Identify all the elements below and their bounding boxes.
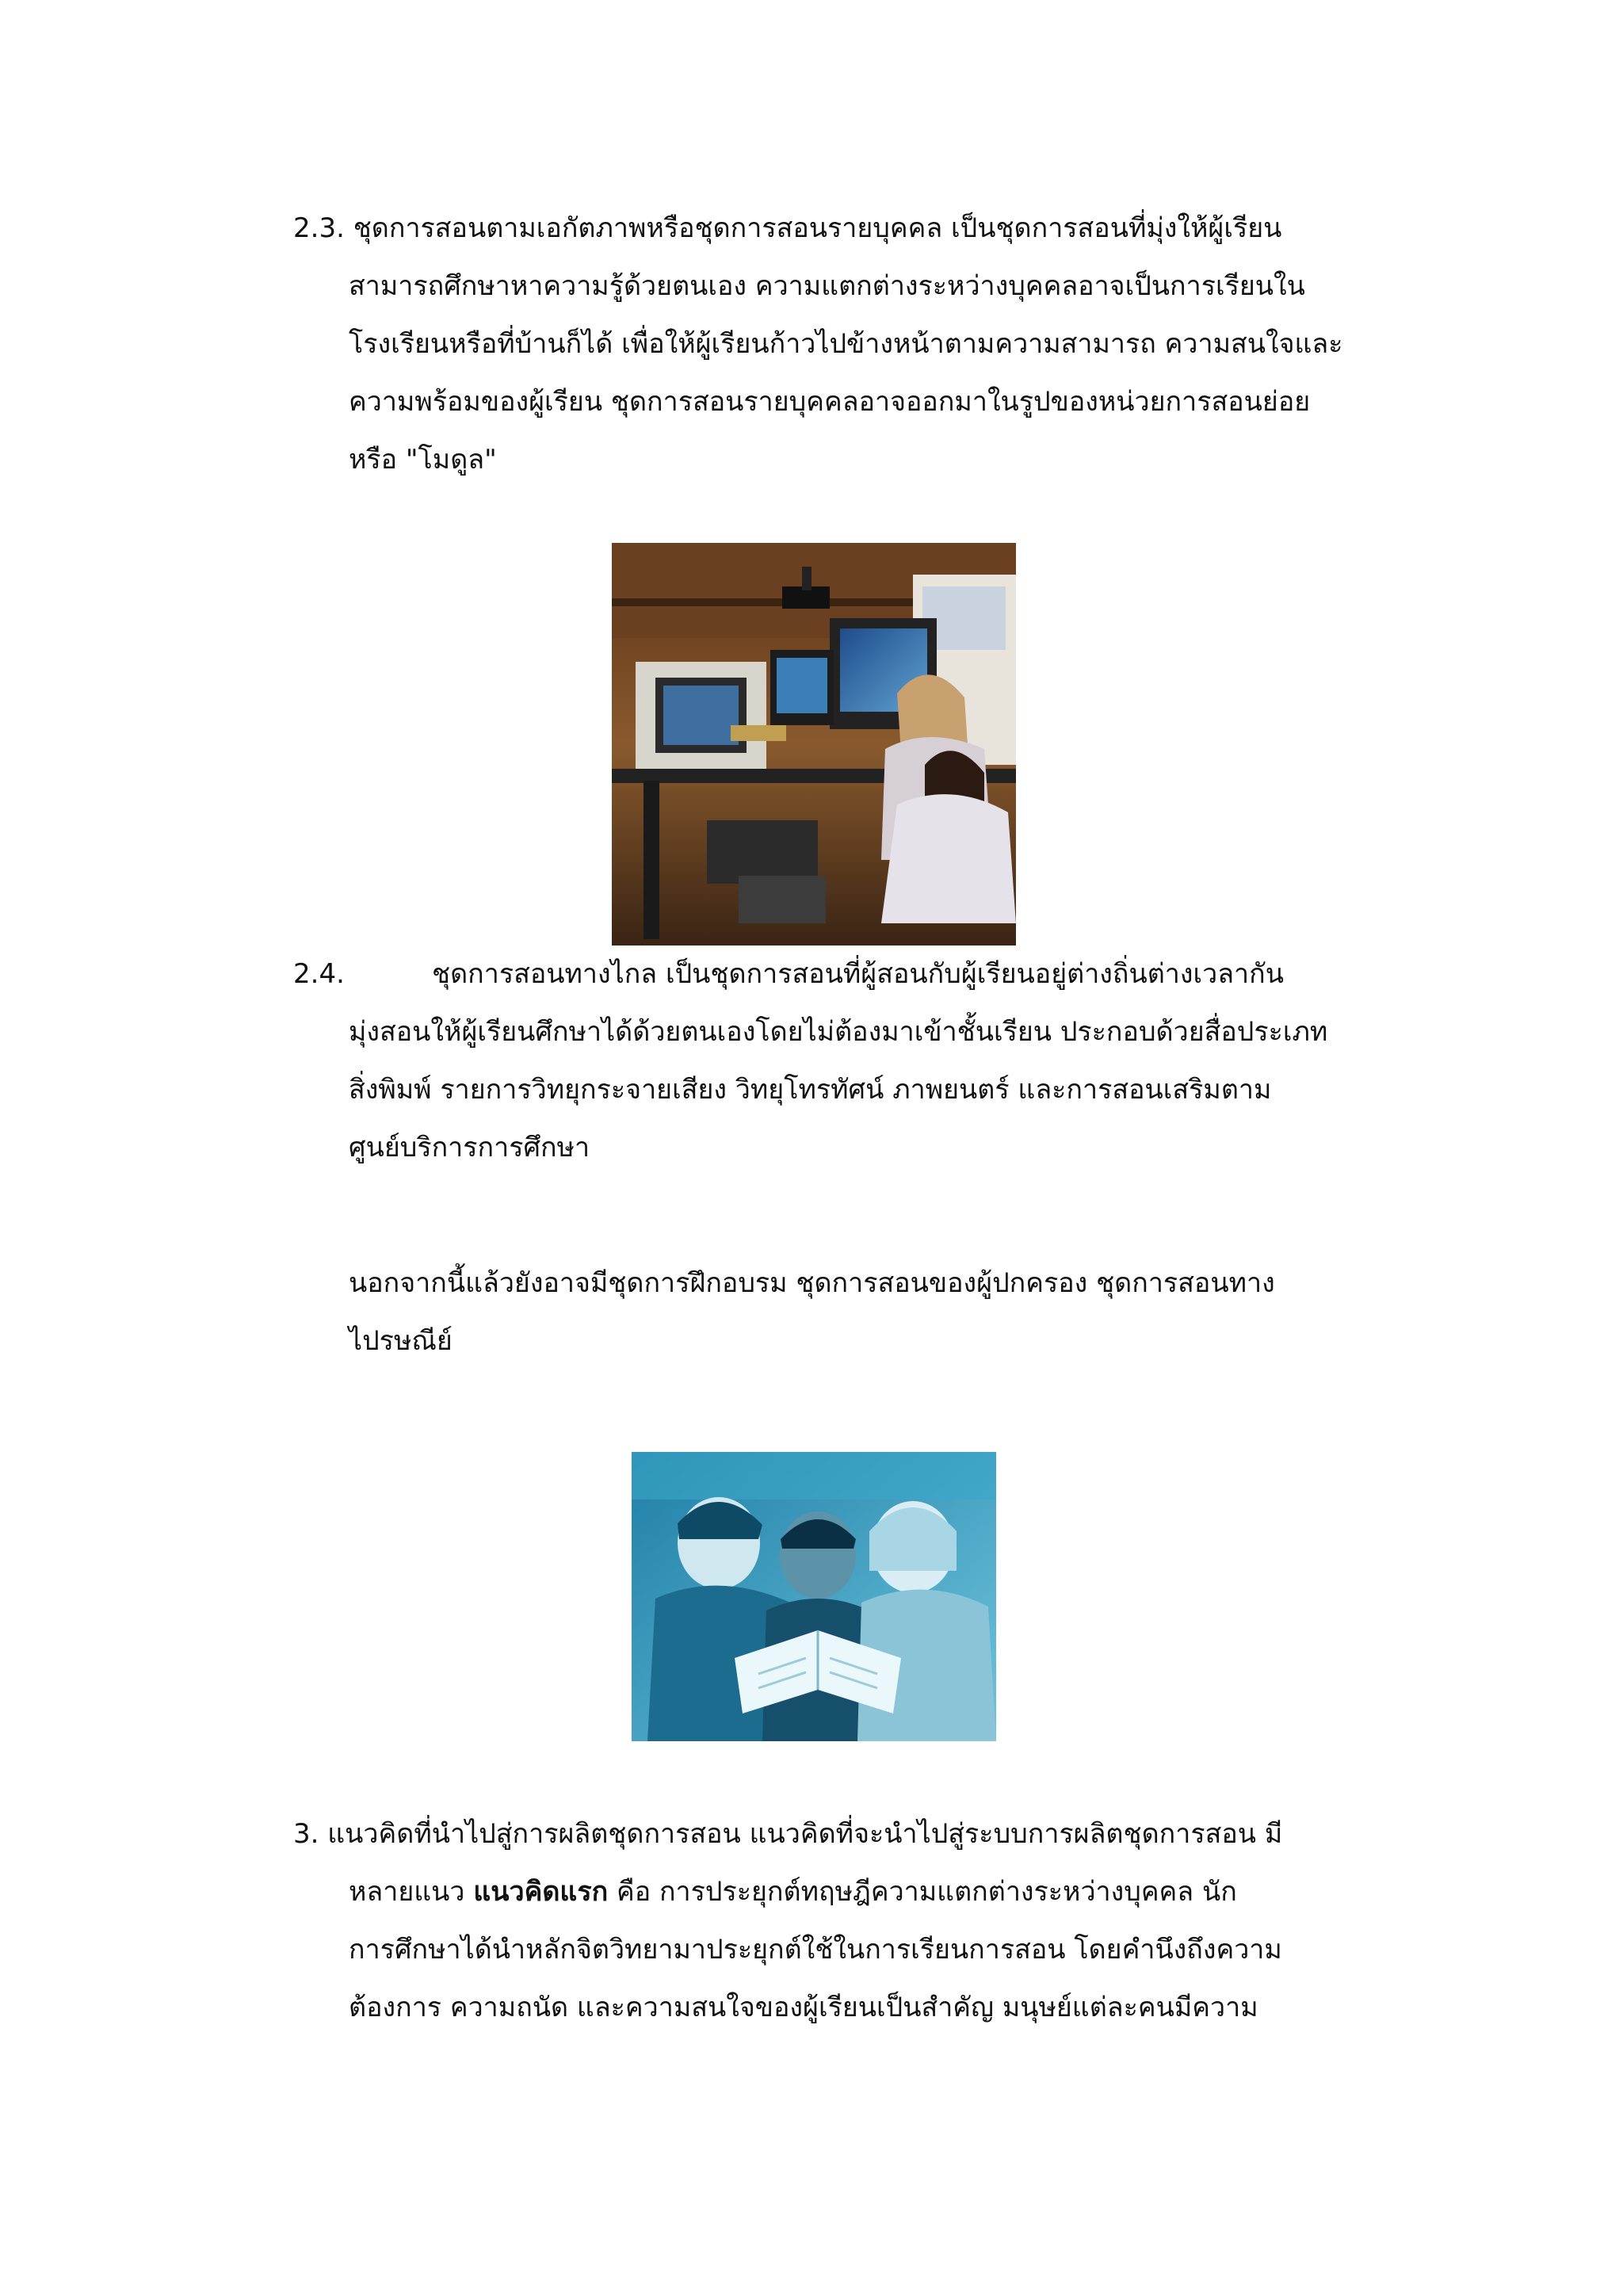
- section-number: 3.: [293, 1818, 319, 1850]
- section-2-4: [293, 946, 1379, 1177]
- section-2-4-line-2: มุ่งสอนให้ผู้เรียนศึกษาได้ด้วยตนเองโดยไม่ต้องมาเข้าชั้นเรียน ประกอบด้วยสื่อประเภท: [349, 1016, 1328, 1048]
- section-2-3-line-3: โรงเรียนหรือที่บ้านก็ได้ เพื่อให้ผู้เรียนก้าวไปข้างหน้าตามความสามารถ ความสนใจและ: [349, 328, 1343, 360]
- photo-children-computers: [612, 543, 1016, 946]
- photo-children-computers-illustration: [612, 543, 1016, 946]
- extra-note-line-1: นอกจากนี้แล้วยังอาจมีชุดการฝึกอบรม ชุดการสอนของผู้ปกครอง ชุดการสอนทาง: [349, 1267, 1275, 1299]
- photo-children-reading-illustration: [632, 1452, 996, 1741]
- section-2-3-line-5: หรือ "โมดูล": [349, 444, 497, 476]
- section-3-line-1: 3. แนวคิดที่นำไปสู่การผลิตชุดการสอน แนวคิดที่จะนำไปสู่ระบบการผลิตชุดการสอน มี: [293, 1805, 1379, 1863]
- section-2-3: [293, 200, 1379, 489]
- section-2-3-line-2: สามารถศึกษาหาความรู้ด้วยตนเอง ความแตกต่างระหว่างบุคคลอาจเป็นการเรียนใน: [349, 270, 1305, 302]
- section-number: 2.3.: [293, 212, 345, 244]
- extra-note: [293, 1255, 1379, 1370]
- section-3: [293, 1805, 1379, 2037]
- section-2-3-line-4: ความพร้อมของผู้เรียน ชุดการสอนรายบุคคลอาจออกมาในรูปของหน่วยการสอนย่อย: [349, 386, 1311, 418]
- section-number: 2.4.: [293, 958, 345, 990]
- section-2-4-line-1: 2.4. ชุดการสอนทางไกล เป็นชุดการสอนที่ผู้สอนกับผู้เรียนอยู่ต่างถิ่นต่างเวลากัน: [293, 946, 1379, 1003]
- section-3-line-3: การศึกษาได้นำหลักจิตวิทยามาประยุกต์ใช้ในการเรียนการสอน โดยคำนึงถึงความ: [349, 1934, 1282, 1966]
- photo-children-reading: [632, 1452, 996, 1741]
- section-2-3-line-1: 2.3. ชุดการสอนตามเอกัตภาพหรือชุดการสอนรายบุคคล เป็นชุดการสอนที่มุ่งให้ผู้เรียน: [293, 200, 1379, 258]
- extra-note-line-2: ไปรษณีย์: [349, 1325, 453, 1357]
- section-2-4-line-3: สิ่งพิมพ์ รายการวิทยุกระจายเสียง วิทยุโทรทัศน์ ภาพยนตร์ และการสอนเสริมตาม: [349, 1074, 1272, 1106]
- section-2-4-line-4: ศูนย์บริการการศึกษา: [349, 1132, 590, 1163]
- section-3-line-2: หลายแนว แนวคิดแรก คือ การประยุกต์ทฤษฎีความแตกต่างระหว่างบุคคล นัก: [349, 1876, 1237, 1908]
- bold-term: แนวคิดแรก: [473, 1876, 609, 1908]
- section-3-line-4: ต้องการ ความถนัด และความสนใจของผู้เรียนเป็นสำคัญ มนุษย์แต่ละคนมีความ: [349, 1992, 1258, 2023]
